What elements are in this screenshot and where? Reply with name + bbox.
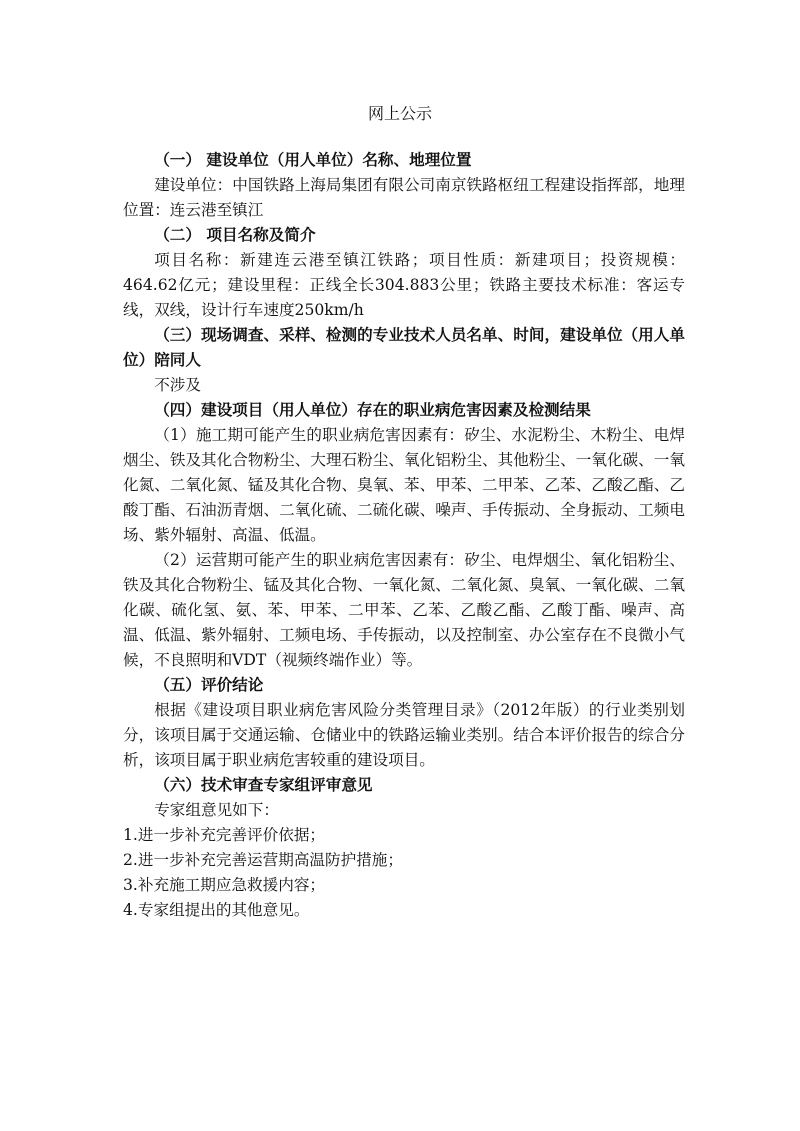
page-title: 网上公示 [367, 104, 432, 123]
list-item: 2.进一步补充完善运营期高温防护措施； [123, 851, 403, 869]
list-item: 1.进一步补充完善评价依据； [123, 826, 326, 844]
section-text-1: 建设单位：中国铁路上海局集团有限公司南京铁路枢纽工程建设指挥部，地理位置：连云港至镇江 [123, 176, 685, 219]
section-heading-4: （四）建设项目（用人单位）存在的职业病危害因素及检测结果 [154, 401, 591, 419]
section-heading-1: （一） 建设单位（用人单位）名称、地理位置 [154, 151, 472, 169]
section-text-2: 项目名称：新建连云港至镇江铁路；项目性质：新建项目；投资规模：464.62亿元；建设里程：正线全长304.883公里；铁路主要技术标准：客运专线，双线，设计行车速度250km/h [123, 251, 685, 319]
section-text-6-intro: 专家组意见如下： [154, 801, 279, 819]
section-text-4-operation: （2）运营期可能产生的职业病危害因素有：矽尘、电焊烟尘、氧化铝粉尘、铁及其化合物粉尘、锰及其化合物、一氧化氮、二氧化氮、臭氧、一氧化碳、二氧化碳、硫化氢、氨、苯、甲苯、二甲苯、乙苯、乙酸乙酯、乙酸丁酯、噪声、高温、低温、紫外辐射、工频电场、手传振动，以及控制室、办公室存在不良微小气候，不良照明和VDT（视频终端作业）等。 [123, 551, 685, 669]
section-heading-5: （五）评价结论 [154, 676, 264, 694]
document-body [123, 148, 685, 923]
section-heading-2: （二） 项目名称及简介 [154, 226, 316, 244]
list-item: 3.补充施工期应急救援内容； [123, 876, 326, 894]
section-heading-6: （六）技术审查专家组评审意见 [154, 776, 373, 794]
section-text-3: 不涉及 [154, 376, 201, 394]
section-text-4-construction: （1）施工期可能产生的职业病危害因素有：矽尘、水泥粉尘、木粉尘、电焊烟尘、铁及其化合物粉尘、大理石粉尘、氧化铝粉尘、其他粉尘、一氧化碳、一氧化氮、二氧化氮、锰及其化合物、臭氧、苯、甲苯、二甲苯、乙苯、乙酸乙酯、乙酸丁酯、石油沥青烟、二氧化硫、二硫化碳、噪声、手传振动、全身振动、工频电场、紫外辐射、高温、低温。 [123, 426, 685, 544]
section-text-5: 根据《建设项目职业病危害风险分类管理目录》（2012年版）的行业类别划分，该项目属于交通运输、仓储业中的铁路运输业类别。结合本评价报告的综合分析，该项目属于职业病危害较重的建设项目。 [123, 701, 685, 769]
list-item: 4.专家组提出的其他意见。 [123, 901, 310, 919]
section-heading-3: （三）现场调查、采样、检测的专业技术人员名单、时间，建设单位（用人单位）陪同人 [123, 326, 685, 369]
